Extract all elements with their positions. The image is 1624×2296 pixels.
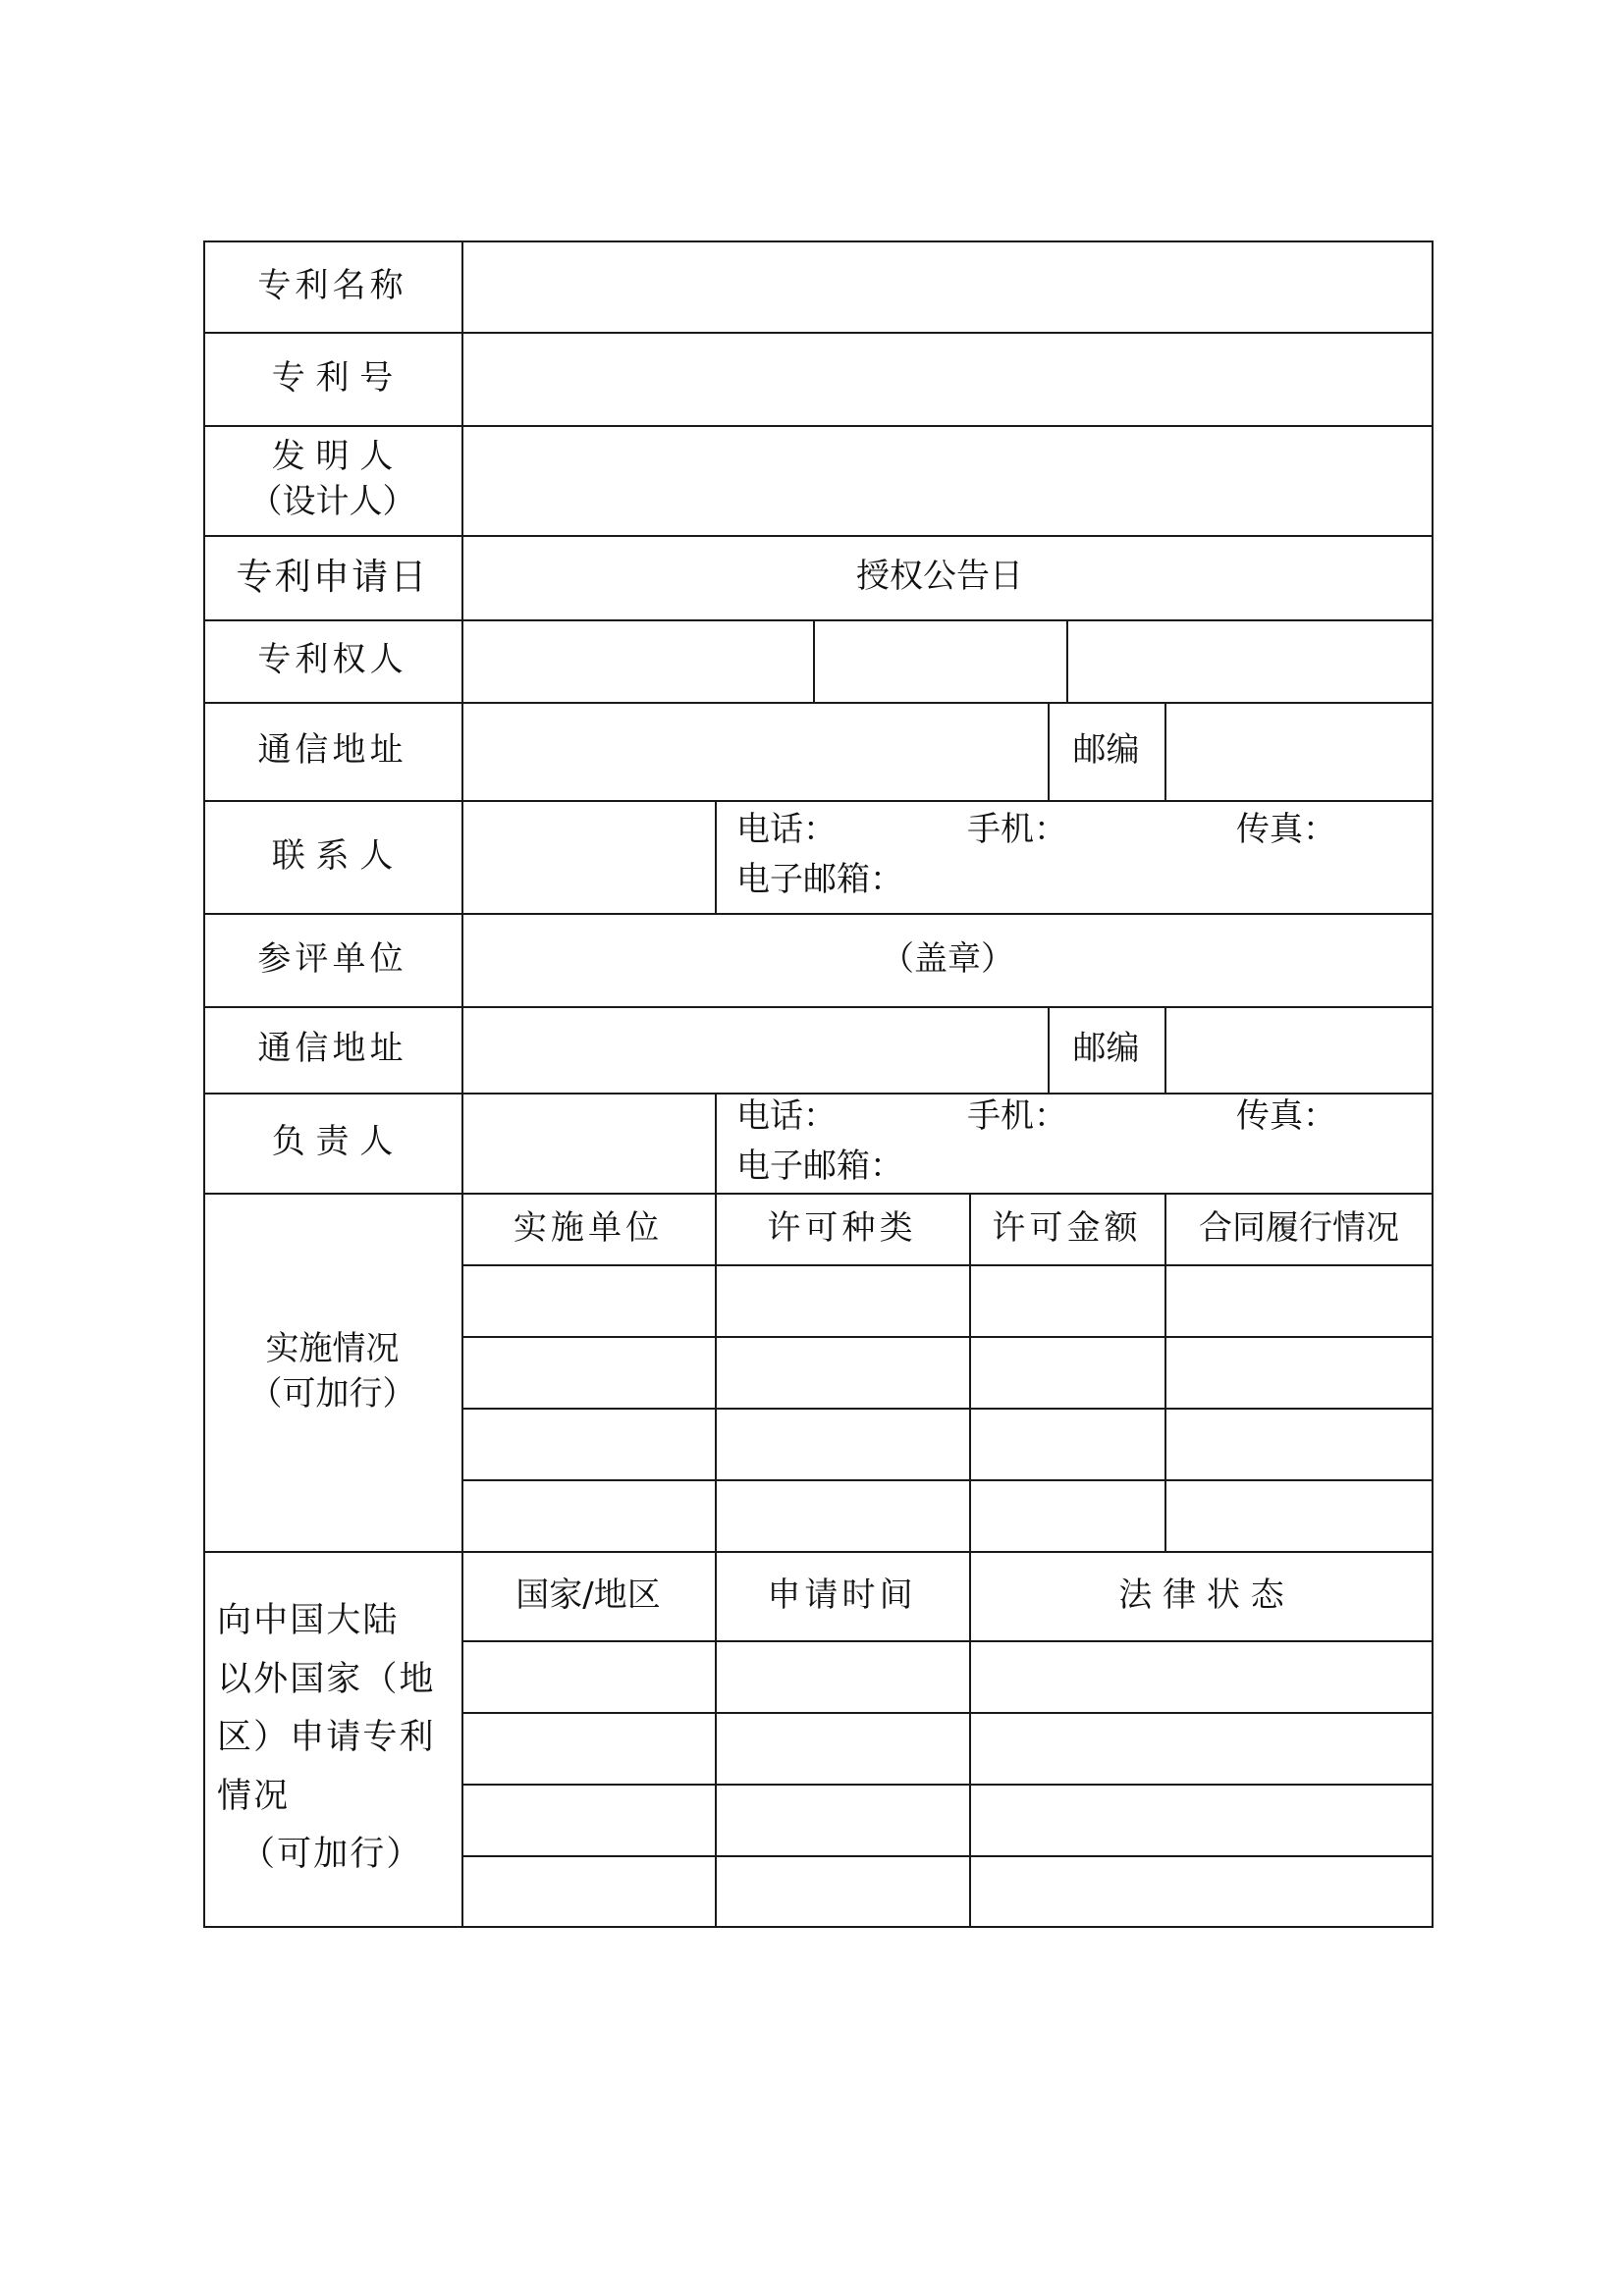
email-label: 电子邮箱： — [736, 1147, 903, 1186]
seal-text: （盖章） — [881, 938, 1014, 979]
table-border-bottom — [203, 1926, 1434, 1928]
postcode-label: 邮编 — [1072, 1029, 1140, 1069]
mobile-label: 手机： — [967, 1096, 1067, 1136]
fax-label: 传真： — [1236, 1096, 1336, 1136]
inventor-label-line2: （设计人） — [248, 482, 416, 521]
row-divider — [461, 1408, 1434, 1410]
phone-label: 电话： — [736, 810, 837, 849]
mailing-address-label: 通信地址 — [257, 730, 407, 771]
mailing-address-label: 通信地址 — [257, 1029, 407, 1069]
foreign-label-line: 以外国家（地 — [217, 1659, 436, 1699]
patent-name-label: 专利名称 — [257, 265, 407, 305]
foreign-header-legal-status: 法 律 状 态 — [1118, 1575, 1284, 1615]
implementation-label — [203, 1193, 461, 1551]
foreign-header-country: 国家/地区 — [515, 1575, 661, 1615]
col-divider — [1164, 702, 1166, 802]
row-divider — [461, 1479, 1434, 1481]
patentee-label: 专利权人 — [257, 640, 407, 680]
row-divider — [461, 1855, 1434, 1857]
label-column-divider — [461, 240, 463, 1928]
implementation-header-contract-status: 合同履行情况 — [1199, 1207, 1399, 1248]
foreign-label-line: 向中国大陆 — [217, 1601, 400, 1641]
col-divider — [1066, 619, 1068, 704]
row-divider — [461, 1784, 1434, 1786]
grant-date-label: 授权公告日 — [856, 557, 1023, 597]
row-divider — [461, 1336, 1434, 1338]
col-divider — [1164, 1006, 1166, 1095]
implementation-header-license-amount: 许可金额 — [992, 1207, 1142, 1248]
mobile-label: 手机： — [967, 810, 1067, 849]
implementation-header-unit: 实施单位 — [513, 1207, 664, 1248]
col-divider — [715, 800, 717, 915]
fax-label: 传真： — [1236, 810, 1336, 849]
inventor-label-line1: 发 明 人 — [271, 437, 394, 477]
foreign-application-label — [217, 1551, 461, 1926]
implementation-label-line1: 实施情况 — [265, 1328, 400, 1368]
table-border-right — [1432, 240, 1434, 1928]
application-date-label: 专利申请日 — [236, 556, 429, 599]
foreign-header-application-time: 申请时间 — [767, 1575, 917, 1615]
phone-label: 电话： — [736, 1096, 837, 1136]
row-divider — [461, 1640, 1434, 1642]
patent-application-form — [203, 240, 1434, 1928]
col-divider — [715, 1093, 717, 1195]
foreign-label-line: 区）申请专利 — [217, 1718, 436, 1758]
row-divider — [461, 1712, 1434, 1714]
inventor-label — [203, 425, 461, 535]
patent-number-label: 专 利 号 — [271, 357, 394, 398]
foreign-label-line: （可加行） — [241, 1835, 423, 1875]
row-divider — [461, 1264, 1434, 1266]
implementation-label-line2: （可加行） — [248, 1373, 416, 1414]
contact-person-label: 联 系 人 — [271, 835, 394, 876]
col-divider — [813, 619, 815, 704]
implementation-header-license-type: 许可种类 — [767, 1207, 917, 1248]
participating-unit-label: 参评单位 — [257, 938, 407, 979]
email-label: 电子邮箱： — [736, 860, 903, 899]
postcode-label: 邮编 — [1072, 730, 1140, 771]
responsible-person-label: 负 责 人 — [271, 1122, 394, 1162]
foreign-label-line: 情况 — [217, 1776, 291, 1816]
